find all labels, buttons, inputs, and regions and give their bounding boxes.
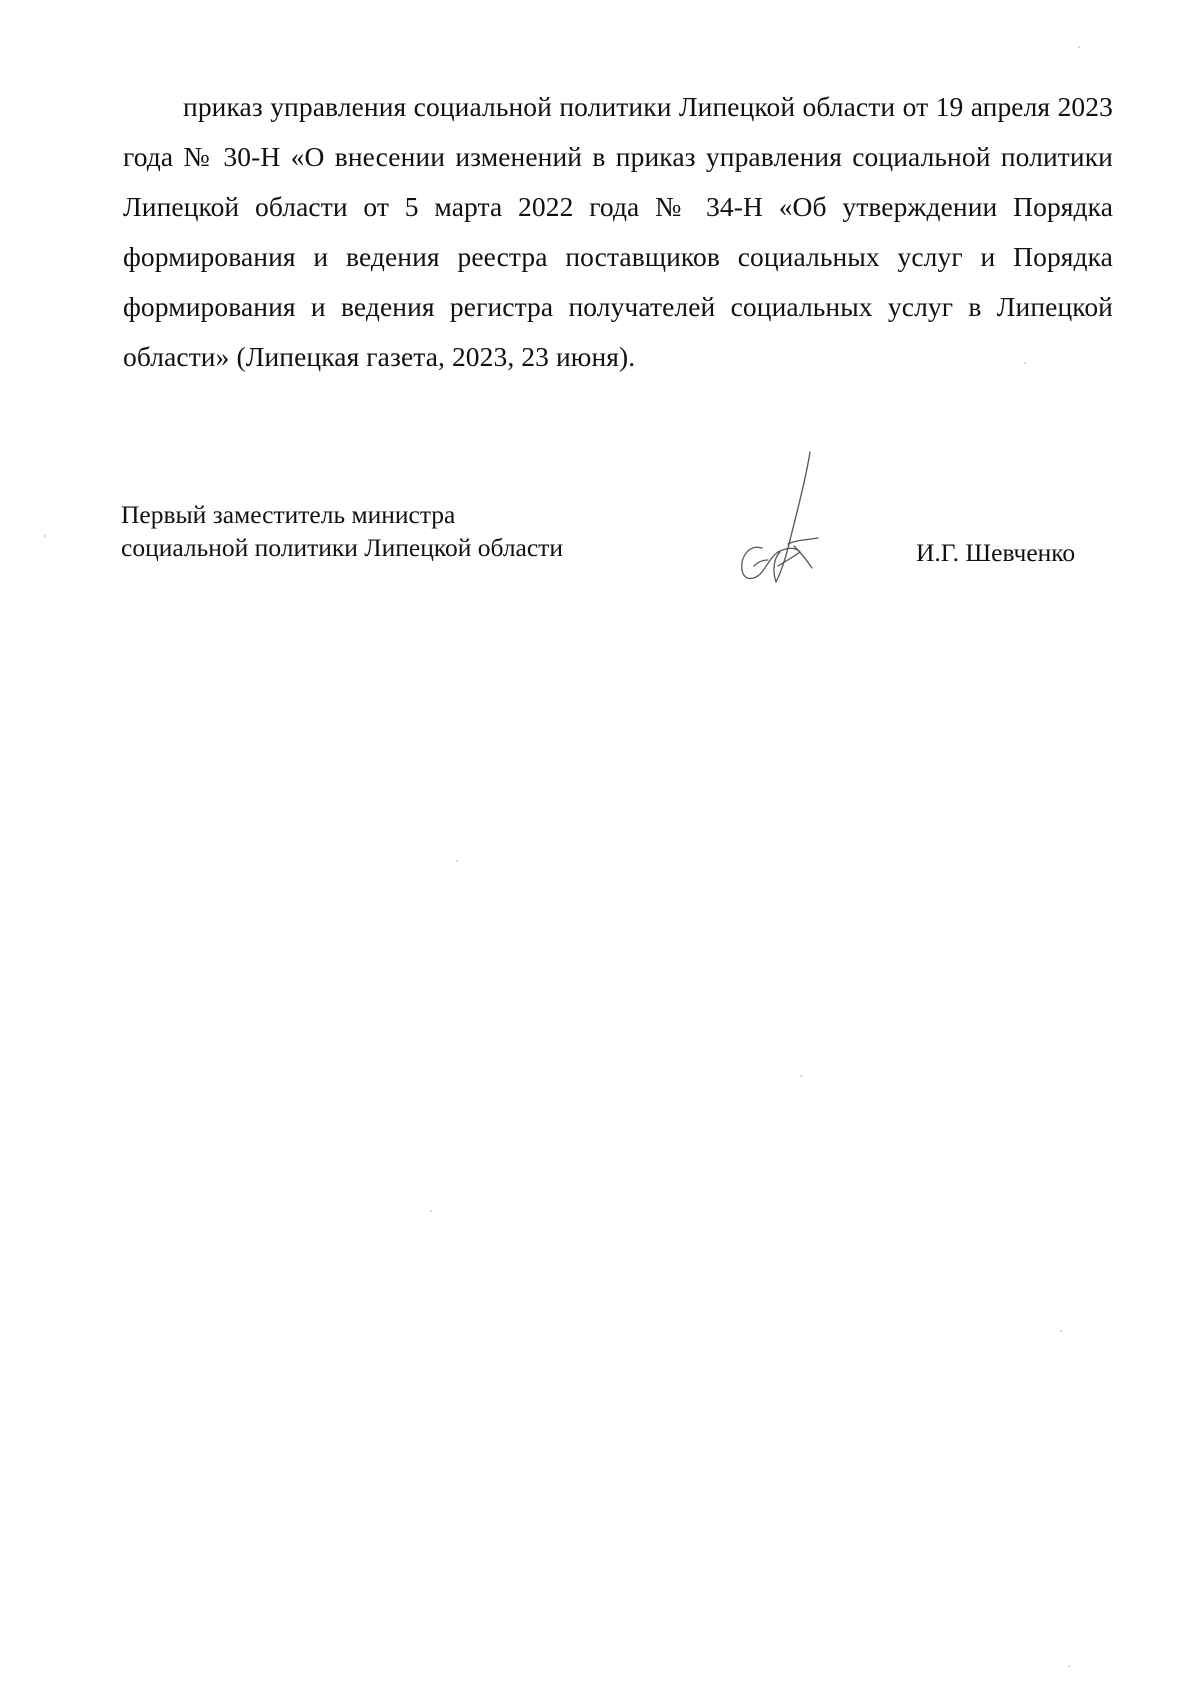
scan-speck bbox=[1060, 1330, 1062, 1332]
scan-speck bbox=[1068, 1665, 1070, 1667]
handwritten-signature bbox=[732, 448, 832, 588]
signatory-title bbox=[121, 498, 563, 564]
scan-speck bbox=[800, 1075, 802, 1077]
signatory-title-line-2: социальной политики Липецкой области bbox=[121, 533, 563, 562]
scan-speck bbox=[1078, 46, 1080, 48]
scan-speck bbox=[44, 535, 46, 537]
signatory-title-line-1: Первый заместитель министра bbox=[121, 500, 456, 529]
signatory-name: И.Г. Шевченко bbox=[916, 538, 1076, 567]
scan-speck bbox=[1024, 362, 1026, 364]
scan-speck bbox=[430, 1210, 432, 1212]
body-paragraph: приказ управления социальной политики Липецкой области от 19 апреля 2023 года № 30-Н «О внесении изменений в приказ управления социальной политики Липецкой области от 5 марта 2022 года № 34-Н «Об утверждении Порядка формирования и ведения реестра поставщиков социальных услуг и Порядка формирования и ведения регистра получателей социальных услуг в Липецкой области» (Липецкая газета, 2023, 23 июня). bbox=[123, 91, 1113, 372]
scan-speck bbox=[456, 860, 458, 862]
